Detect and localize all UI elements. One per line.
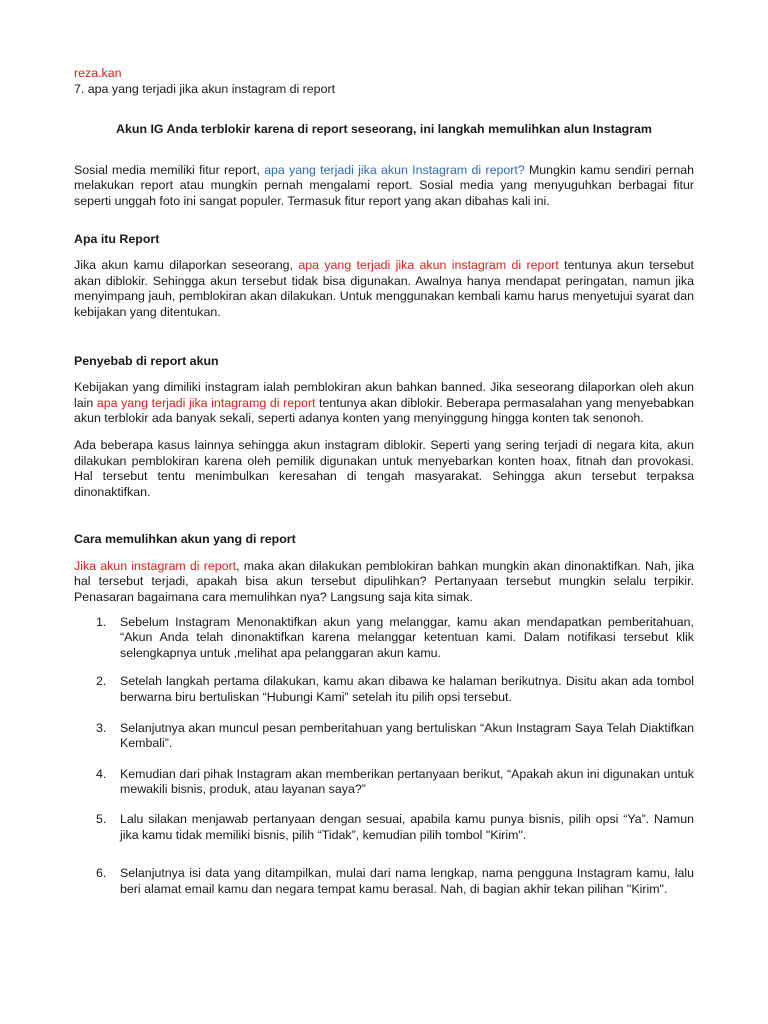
intro-text-before: Sosial media memiliki fitur report, <box>74 162 265 177</box>
list-item <box>74 767 694 798</box>
intro-text-after: Mungkin kamu sendiri pernah melakukan report atau mungkin pernah mengalami report. Sosial media yang menyuguhkan berbagai fitur seperti unggah foto ini sangat populer. Termasuk fitur report yang akan dibahas kali ini. <box>74 162 694 208</box>
section-heading-penyebab: Penyebab di report akun <box>74 353 219 368</box>
step-text: Kemudian dari pihak Instagram akan memberikan pertanyaan berikut, “Apakah akun ini digunakan untuk mewakili bisnis, produk, atau layanan saya?” <box>120 766 694 797</box>
section3-text-after: , maka akan dilakukan pemblokiran bahkan mungkin akan dinonaktifkan. Nah, jika hal tersebut terjadi, apakah bisa akun tersebut dipulihkan? Pertanyaan tersebut mungkin selalu terpikir. Penasaran bagaimana cara memulihkan nya? Langsung saja kita simak. <box>74 558 694 605</box>
step-number: 1. <box>96 614 107 629</box>
step-number: 3. <box>96 720 107 735</box>
step-text: Lalu silakan menjawab pertanyaan dengan sesuai, apabila kamu punya bisnis, pilih opsi “Ya”. Namun jika kamu tidak memiliki bisnis, pilih “Tidak”, kemudian pilih tombol "Kirim". <box>120 812 694 842</box>
step-number: 5. <box>96 812 107 826</box>
step-number: 2. <box>96 674 107 689</box>
section1-text-before: Jika akun kamu dilaporkan seseorang, <box>74 258 299 273</box>
step-text: Selanjutnya isi data yang ditampilkan, mulai dari nama lengkap, nama pengguna Instagram kamu, lalu beri alamat email kamu dan negara tempat kamu berasal. Nah, di bagian akhir tekan pilihan "Kirim". <box>120 866 694 896</box>
list-item <box>74 866 694 897</box>
step-text: Sebelum Instagram Menonaktifkan akun yang melanggar, kamu akan mendapatkan pemberitahuan, “Akun Anda telah dinonaktifkan karena melanggar ketentuan kami. Dalam notifikasi tersebut klik selengkapnya untuk ,melihat apa pelanggaran akun kamu. <box>120 614 694 660</box>
intro-link[interactable]: apa yang terjadi jika akun Instagram di report? <box>264 162 525 177</box>
step-number: 4. <box>96 766 107 781</box>
list-item <box>74 721 694 752</box>
section3-link[interactable]: Jika akun instagram di report <box>74 558 237 573</box>
section2-text-before: Kebijakan yang dimiliki instagram ialah pemblokiran akun bahkan banned. Jika seseorang dilaporkan oleh akun lain <box>74 380 694 410</box>
document-subtitle: 7. apa yang terjadi jika akun instagram di report <box>74 81 336 96</box>
steps-list <box>74 615 694 898</box>
list-item <box>74 674 694 705</box>
list-item <box>74 615 694 662</box>
article-title: Akun IG Anda terblokir karena di report seseorang, ini langkah memulihkan alun Instagram <box>116 122 652 137</box>
section1-link[interactable]: apa yang terjadi jika akun instagram di report <box>298 258 559 273</box>
step-text: Setelah langkah pertama dilakukan, kamu akan dibawa ke halaman berikutnya. Disitu akan ada tombol berwarna biru bertuliskan “Hubungi Kami” setelah itu pilih opsi tersebut. <box>120 674 694 705</box>
section-heading-report: Apa itu Report <box>74 231 160 246</box>
section3-paragraph <box>74 559 694 606</box>
section2-link[interactable]: apa yang terjadi jika intagramg di report <box>96 395 316 410</box>
document-page <box>74 66 694 897</box>
section1-text-after: tentunya akun tersebut akan diblokir. Sehingga akun tersebut tidak bisa digunakan. Awalnya hanya mendapat peringatan, namun jika menyimpang jauh, pemblokiran akan dilakukan. Untuk menggunakan kembali kamu harus menyetujui syarat dan kebijakan yang ditentukan. <box>74 258 694 319</box>
section2-text-after: tentunya akan diblokir. Beberapa permasalahan yang menyebabkan akun terblokir ada banyak sekali, seperti adanya konten yang menyinggung hingga konten tak senonoh. <box>74 395 695 426</box>
list-item <box>74 812 694 843</box>
step-number: 6. <box>96 866 107 881</box>
intro-paragraph <box>74 163 694 210</box>
section-heading-cara: Cara memulihkan akun yang di report <box>74 532 296 547</box>
section2-paragraph-1 <box>74 380 694 427</box>
section2-paragraph-2: Ada beberapa kasus lainnya sehingga akun instagram diblokir. Seperti yang sering terjadi di negara kita, akun dilakukan pemblokiran karena oleh pemilik digunakan untuk menyebarkan konten hoax, fitnah dan provokasi. Hal tersebut tentu menimbulkan keresahan di tengah masyarakat. Sehingga akun tersebut terpaksa dinonaktifkan. <box>74 437 694 499</box>
author-name: reza.kan <box>74 66 122 80</box>
step-text: Selanjutnya akan muncul pesan pemberitahuan yang bertuliskan “Akun Instagram Saya Telah Diaktifkan Kembali”. <box>120 720 694 751</box>
section1-paragraph <box>74 258 694 320</box>
